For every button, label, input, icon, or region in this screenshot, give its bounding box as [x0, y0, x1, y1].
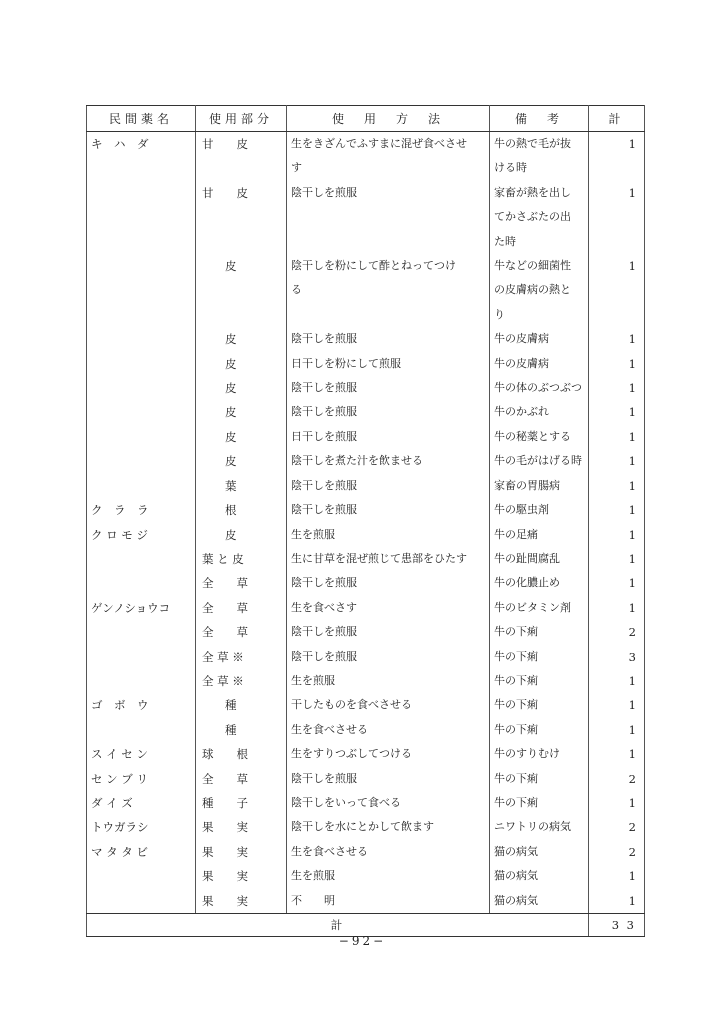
cell-count: 1 [589, 352, 645, 376]
cell-part: 全 草 [196, 596, 287, 620]
cell-note: 牛の皮膚病 [490, 327, 589, 351]
cell-part: 皮 [196, 254, 287, 327]
cell-note: 牛の趾間腐乱 [490, 547, 589, 571]
cell-count: 1 [589, 693, 645, 717]
cell-method: 生を煎服 [287, 669, 490, 693]
cell-method: 日干しを煎服 [287, 425, 490, 449]
page-number: −92− [338, 934, 387, 948]
cell-part: 葉 [196, 474, 287, 498]
table-row [87, 669, 645, 693]
cell-part: 果 実 [196, 889, 287, 914]
cell-count: 2 [589, 620, 645, 644]
cell-name: トウガラシ [87, 815, 196, 839]
cell-method: 陰干しを煮た汁を飲ませる [287, 449, 490, 473]
cell-note: 牛の秘薬とする [490, 425, 589, 449]
cell-count: 1 [589, 400, 645, 424]
cell-note: 牛の体のぶつぶつ [490, 376, 589, 400]
cell-count: 1 [589, 254, 645, 327]
cell-part: 皮 [196, 449, 287, 473]
cell-count: 1 [589, 547, 645, 571]
table-row [87, 645, 645, 669]
cell-part: 甘 皮 [196, 132, 287, 181]
cell-name [87, 400, 196, 424]
cell-count: 1 [589, 596, 645, 620]
cell-note: 牛の足痛 [490, 523, 589, 547]
cell-name [87, 181, 196, 254]
cell-method: 日干しを粉にして煎服 [287, 352, 490, 376]
cell-count: 1 [589, 376, 645, 400]
cell-note: 牛の下痢 [490, 718, 589, 742]
cell-name: ス イ セ ン [87, 742, 196, 766]
cell-note: ニワトリの病気 [490, 815, 589, 839]
folk-medicine-table [86, 105, 645, 937]
cell-count: 1 [589, 474, 645, 498]
cell-name [87, 254, 196, 327]
cell-part: 種 [196, 693, 287, 717]
cell-note: 牛の毛がはげる時 [490, 449, 589, 473]
cell-note: 牛の下痢 [490, 620, 589, 644]
table-row [87, 815, 645, 839]
cell-count: 2 [589, 815, 645, 839]
table-row [87, 352, 645, 376]
table-header-row [87, 106, 645, 132]
cell-part: 種 [196, 718, 287, 742]
cell-note: 猫の病気 [490, 864, 589, 888]
cell-method: 陰干しをいって食べる [287, 791, 490, 815]
total-value: 3 3 [589, 914, 645, 937]
cell-method: 生をきざんでふすまに混ぜ食べさせ す [287, 132, 490, 181]
cell-part: 果 実 [196, 864, 287, 888]
cell-count: 1 [589, 449, 645, 473]
cell-count: 1 [589, 742, 645, 766]
cell-method: 干したものを食べさせる [287, 693, 490, 717]
cell-name: セ ン ブ リ [87, 767, 196, 791]
cell-part: 皮 [196, 327, 287, 351]
cell-name [87, 547, 196, 571]
table-row [87, 523, 645, 547]
table-row [87, 400, 645, 424]
table-row [87, 498, 645, 522]
cell-method: 生を食べさせる [287, 840, 490, 864]
cell-part: 皮 [196, 376, 287, 400]
cell-name [87, 669, 196, 693]
table-row [87, 474, 645, 498]
cell-part: 果 実 [196, 815, 287, 839]
table-row [87, 425, 645, 449]
cell-note: 猫の病気 [490, 840, 589, 864]
cell-count: 1 [589, 498, 645, 522]
cell-part: 全 草 ※ [196, 669, 287, 693]
cell-part: 全 草 [196, 620, 287, 644]
cell-name [87, 376, 196, 400]
cell-method: 陰干しを粉にして酢とねってつけ る [287, 254, 490, 327]
cell-name [87, 718, 196, 742]
table-row [87, 620, 645, 644]
cell-name [87, 474, 196, 498]
cell-note: 牛のかぶれ [490, 400, 589, 424]
cell-name: ク ラ ラ [87, 498, 196, 522]
cell-name [87, 571, 196, 595]
table-row [87, 596, 645, 620]
cell-part: 根 [196, 498, 287, 522]
cell-name [87, 864, 196, 888]
cell-method: 陰干しを煎服 [287, 181, 490, 254]
cell-count: 1 [589, 327, 645, 351]
cell-note: 牛の下痢 [490, 669, 589, 693]
cell-method: 陰干しを煎服 [287, 474, 490, 498]
table-row [87, 181, 645, 254]
cell-part: 果 実 [196, 840, 287, 864]
cell-part: 種 子 [196, 791, 287, 815]
cell-method: 生をすりつぶしてつける [287, 742, 490, 766]
cell-method: 陰干しを煎服 [287, 645, 490, 669]
cell-count: 1 [589, 425, 645, 449]
cell-count: 1 [589, 669, 645, 693]
cell-method: 陰干しを煎服 [287, 498, 490, 522]
cell-name: ゴ ボ ウ [87, 693, 196, 717]
cell-count: 1 [589, 571, 645, 595]
cell-note: 牛の熱で毛が抜 ける時 [490, 132, 589, 181]
cell-note: 牛の下痢 [490, 645, 589, 669]
cell-count: 1 [589, 132, 645, 181]
cell-note: 牛の下痢 [490, 767, 589, 791]
table-body [87, 132, 645, 914]
cell-method: 陰干しを煎服 [287, 620, 490, 644]
header-note: 備 考 [490, 106, 589, 132]
cell-method: 陰干しを煎服 [287, 767, 490, 791]
cell-part: 皮 [196, 400, 287, 424]
total-label: 計 [87, 914, 589, 937]
cell-note: 牛の皮膚病 [490, 352, 589, 376]
cell-method: 生を食べさす [287, 596, 490, 620]
cell-method: 生を煎服 [287, 523, 490, 547]
table-row [87, 547, 645, 571]
header-count: 計 [589, 106, 645, 132]
cell-part: 全 草 [196, 767, 287, 791]
table-row [87, 791, 645, 815]
cell-note: 牛のすりむけ [490, 742, 589, 766]
cell-note: 家畜の胃腸病 [490, 474, 589, 498]
cell-method: 生を煎服 [287, 864, 490, 888]
table-row [87, 840, 645, 864]
cell-name: マ タ タ ビ [87, 840, 196, 864]
table-row [87, 767, 645, 791]
cell-count: 1 [589, 181, 645, 254]
cell-note: 牛の化膿止め [490, 571, 589, 595]
cell-note: 牛の駆虫剤 [490, 498, 589, 522]
table-row [87, 254, 645, 327]
header-part: 使用部分 [196, 106, 287, 132]
cell-part: 葉 と 皮 [196, 547, 287, 571]
cell-part: 皮 [196, 523, 287, 547]
table-row [87, 571, 645, 595]
cell-method: 陰干しを水にとかして飲ます [287, 815, 490, 839]
cell-method: 陰干しを煎服 [287, 376, 490, 400]
table-row [87, 742, 645, 766]
table-row [87, 132, 645, 181]
cell-note: 猫の病気 [490, 889, 589, 914]
table-row [87, 718, 645, 742]
table-row [87, 889, 645, 914]
cell-name [87, 620, 196, 644]
cell-name [87, 425, 196, 449]
cell-count: 2 [589, 767, 645, 791]
cell-count: 1 [589, 718, 645, 742]
cell-method: 陰干しを煎服 [287, 400, 490, 424]
table-row [87, 376, 645, 400]
medicine-table-page [86, 105, 644, 937]
cell-method: 生を食べさせる [287, 718, 490, 742]
table-row [87, 327, 645, 351]
cell-note: 牛の下痢 [490, 791, 589, 815]
cell-count: 3 [589, 645, 645, 669]
cell-count: 1 [589, 791, 645, 815]
cell-note: 家畜が熱を出し てかさぶたの出 た時 [490, 181, 589, 254]
cell-part: 甘 皮 [196, 181, 287, 254]
cell-count: 1 [589, 889, 645, 914]
cell-name [87, 889, 196, 914]
table-row [87, 864, 645, 888]
cell-name: キ ハ ダ [87, 132, 196, 181]
table-row [87, 693, 645, 717]
cell-name [87, 645, 196, 669]
header-method: 使 用 方 法 [287, 106, 490, 132]
cell-count: 1 [589, 864, 645, 888]
cell-note: 牛のビタミン剤 [490, 596, 589, 620]
cell-part: 皮 [196, 352, 287, 376]
cell-part: 全 草 [196, 571, 287, 595]
cell-name [87, 449, 196, 473]
cell-name [87, 327, 196, 351]
cell-method: 陰干しを煎服 [287, 571, 490, 595]
cell-note: 牛などの細菌性 の皮膚病の熱と り [490, 254, 589, 327]
table-row [87, 449, 645, 473]
cell-count: 1 [589, 523, 645, 547]
cell-name: ゲンノショウコ [87, 596, 196, 620]
cell-name: ク ロ モ ジ [87, 523, 196, 547]
cell-part: 全 草 ※ [196, 645, 287, 669]
cell-note: 牛の下痢 [490, 693, 589, 717]
cell-method: 生に甘草を混ぜ煎じて患部をひたす [287, 547, 490, 571]
cell-part: 球 根 [196, 742, 287, 766]
cell-method: 不 明 [287, 889, 490, 914]
cell-name [87, 352, 196, 376]
header-name: 民間薬名 [87, 106, 196, 132]
cell-count: 2 [589, 840, 645, 864]
cell-name: ダ イ ズ [87, 791, 196, 815]
cell-method: 陰干しを煎服 [287, 327, 490, 351]
cell-part: 皮 [196, 425, 287, 449]
